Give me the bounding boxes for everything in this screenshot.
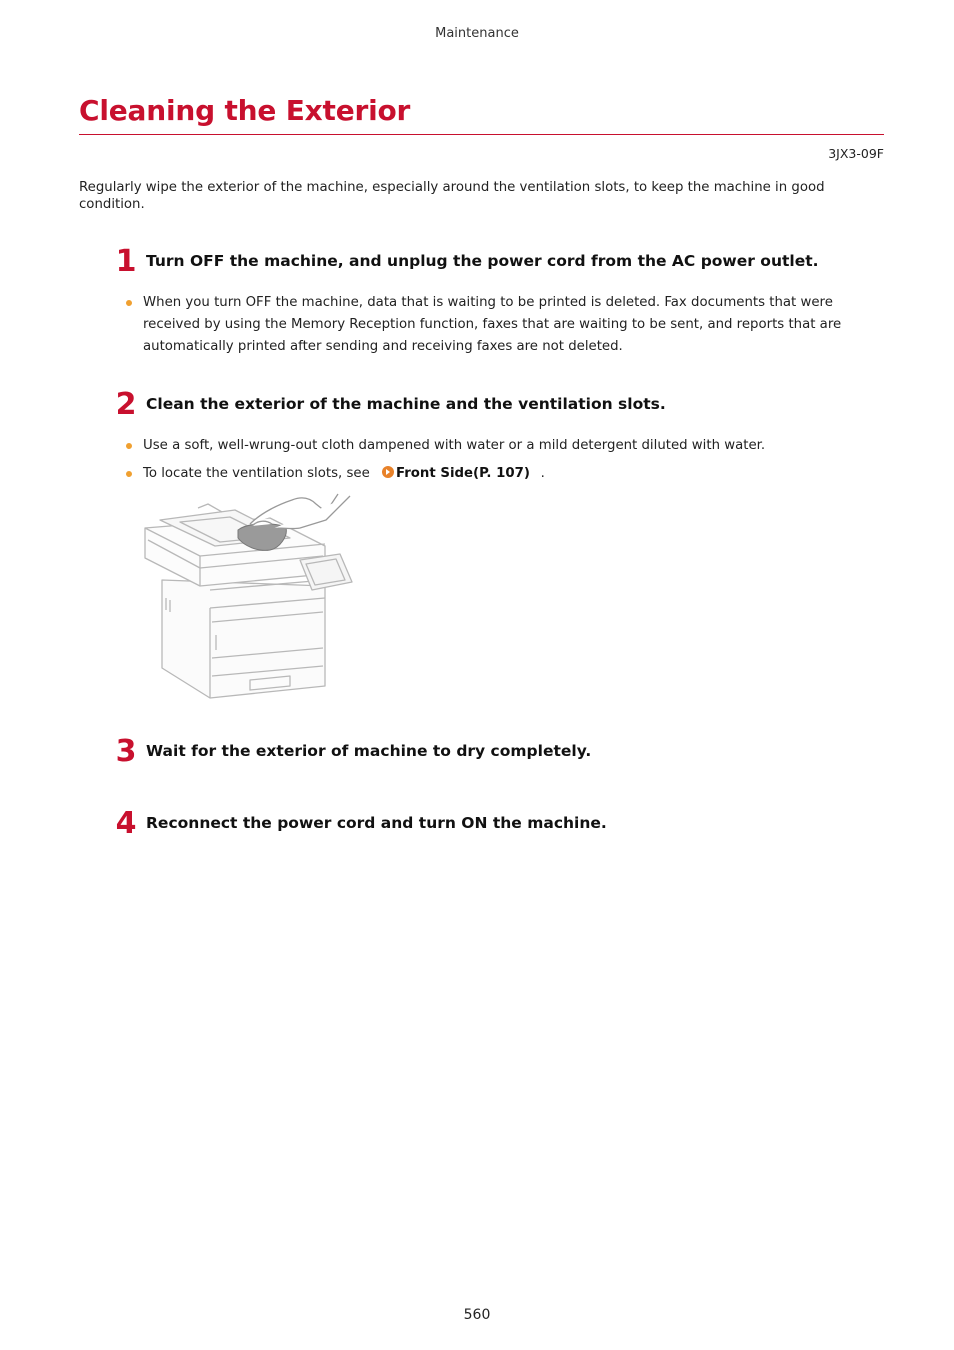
printer-cleaning-illustration (140, 490, 360, 705)
step-number: 1 (115, 244, 137, 279)
link-text[interactable]: Front Side(P. 107) (395, 466, 530, 481)
step-instruction: Turn OFF the machine, and unplug the power cord from the AC power outlet. (146, 252, 819, 270)
page-title: Cleaning the Exterior (79, 94, 411, 127)
front-side-link[interactable] (382, 466, 535, 481)
title-divider (79, 134, 884, 135)
step-instruction: Wait for the exterior of machine to dry completely. (146, 742, 592, 760)
step-2-notes (124, 435, 864, 491)
note-text: To locate the ventilation slots, see (143, 466, 370, 481)
bullet-dot-icon (126, 471, 132, 477)
bullet-dot-icon (126, 443, 132, 449)
circle-arrow-right-icon (382, 466, 394, 478)
list-item (124, 463, 864, 485)
note-suffix: . (540, 466, 545, 481)
step-number: 2 (115, 387, 137, 422)
note-text: Use a soft, well-wrung-out cloth dampened with water or a mild detergent diluted with water. (143, 438, 766, 453)
step-1-notes (124, 292, 864, 364)
step-instruction: Clean the exterior of the machine and the ventilation slots. (146, 395, 666, 413)
step-instruction: Reconnect the power cord and turn ON the machine. (146, 814, 607, 832)
step-number: 3 (115, 734, 137, 769)
step-number: 4 (115, 806, 137, 841)
page-number: 560 (463, 1307, 491, 1323)
list-item (124, 292, 864, 358)
running-header: Maintenance (435, 26, 519, 41)
document-code: 3JX3-09F (828, 146, 884, 161)
note-text: When you turn OFF the machine, data that is waiting to be printed is deleted. Fax documents that were received by using the Memory Reception function, faxes that are waiting to be sent, and reports that are automatically printed after sending and receiving faxes are not deleted. (143, 295, 842, 354)
list-item (124, 435, 864, 457)
intro-paragraph: Regularly wipe the exterior of the machine, especially around the ventilation slots, to keep the machine in good condition. (79, 180, 825, 212)
bullet-dot-icon (126, 300, 132, 306)
